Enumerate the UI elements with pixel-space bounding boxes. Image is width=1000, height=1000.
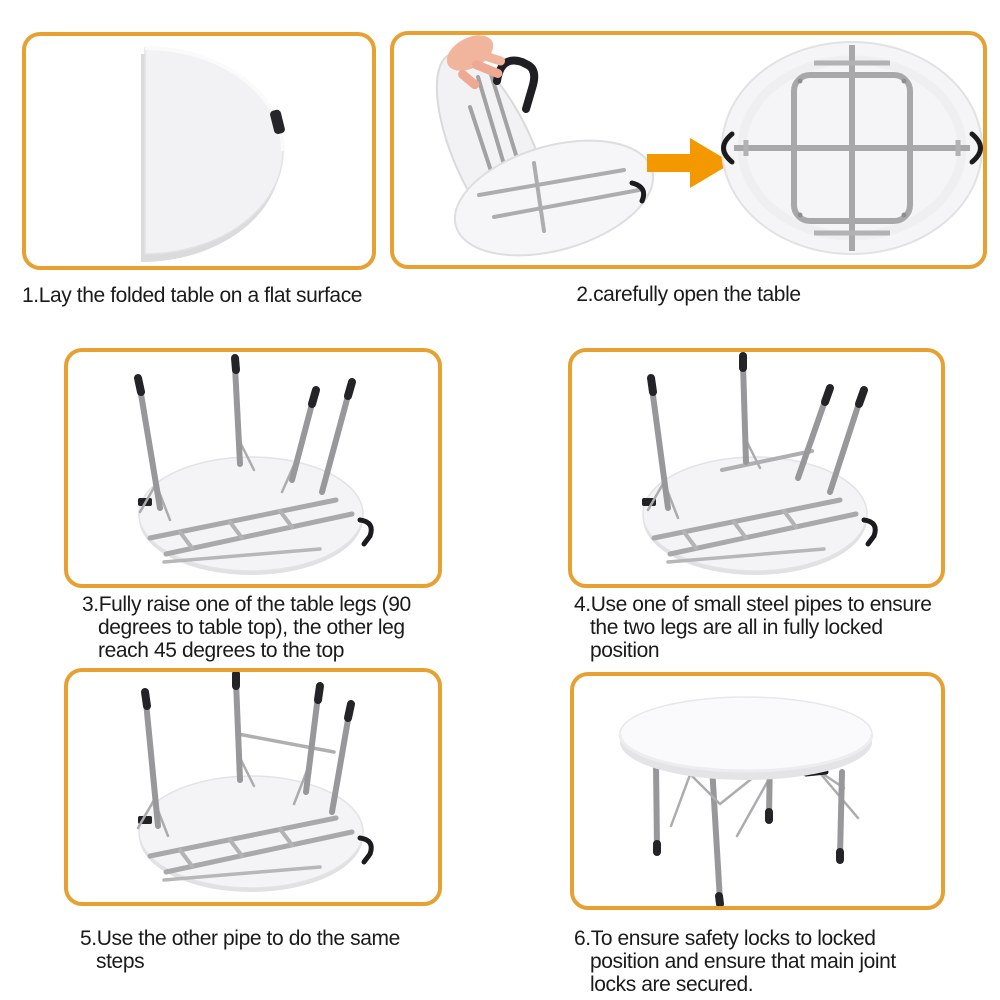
half-opened-table [414,35,667,265]
step-4-caption [574,593,932,662]
open-table-underside [722,42,982,254]
pipe-lock-illustration [572,352,941,584]
caption-line: position [590,639,660,662]
caption-line: the two legs are all in fully locked [590,616,883,639]
caption-line: 3.Fully raise one of the table legs (90 [82,593,411,616]
assembled-table-illustration [574,676,941,906]
caption-line: 4.Use one of small steel pipes to ensure [574,593,932,616]
standing-table [620,697,872,904]
caption-line: 2.carefully open the table [576,283,801,306]
step-4-panel [568,348,945,588]
caption-line: 1.Lay the folded table on a flat surface [22,284,363,307]
caption-line: 5.Use the other pipe to do the same [80,927,400,950]
steel-pipe [238,734,334,752]
caption-line: reach 45 degrees to the top [98,639,345,662]
caption-line: locks are secured. [590,973,754,996]
caption-line: position and ensure that main joint [590,950,896,973]
upside-down-tabletop [138,457,371,575]
caption-line: steps [96,950,145,973]
step-2-caption [390,283,987,306]
second-pipe-illustration [68,672,438,902]
step-3-panel [64,348,442,588]
folded-half-table-illustration [26,36,372,266]
opening-table-illustration [394,35,983,265]
step-3-caption [82,593,411,662]
step-1-panel [22,32,376,270]
legs-raised-illustration [68,352,438,584]
step-1-caption [22,284,362,307]
caption-line: degrees to table top), the other leg [98,616,405,639]
step-5-caption [80,927,400,973]
right-arrow-icon [647,138,732,188]
step-2-panel [390,31,987,269]
step-5-panel [64,668,442,906]
folded-table [141,48,286,262]
step-6-panel [570,672,945,910]
caption-line: 6.To ensure safety locks to locked [574,927,876,950]
step-6-caption [574,927,896,996]
